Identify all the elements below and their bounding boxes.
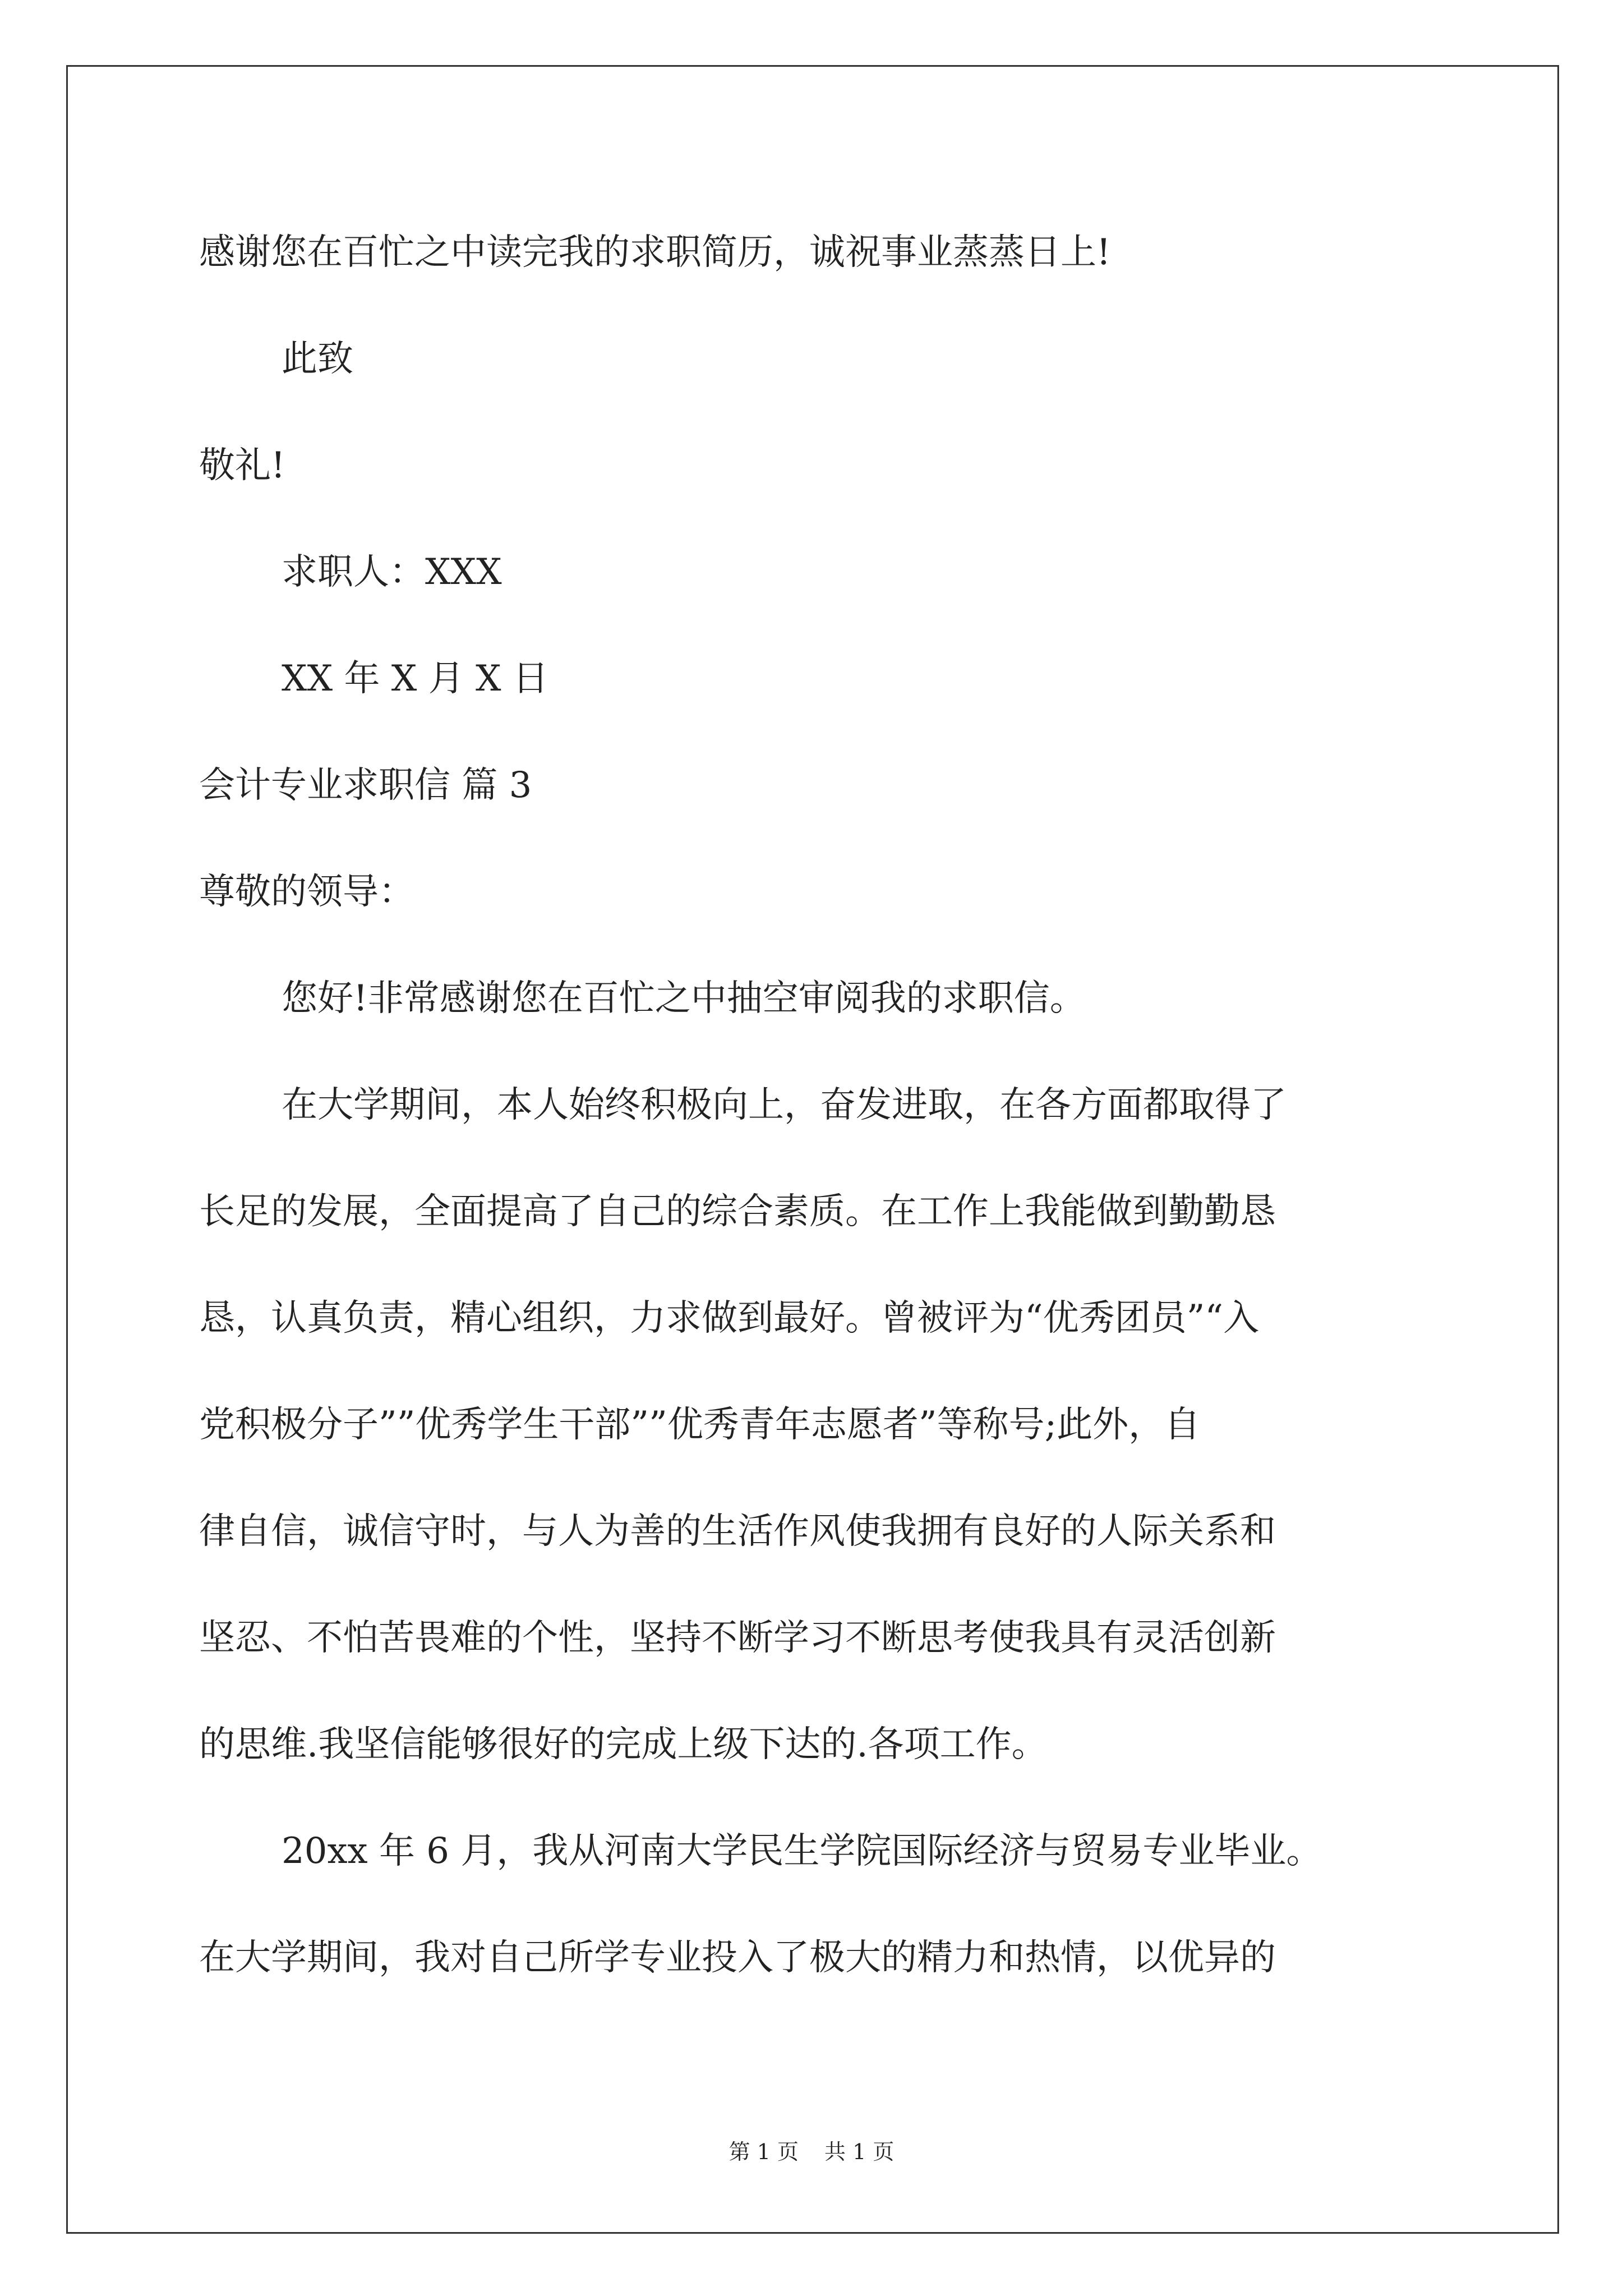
greeting: 尊敬的领导： bbox=[199, 871, 414, 913]
section-heading: 会计专业求职信 篇 3 bbox=[199, 765, 532, 806]
salutation-cizhi: 此致 bbox=[282, 338, 353, 380]
paragraph-line: 恳，认真负责，精心组织，力求做到最好。曾被评为“优秀团员”“入 bbox=[199, 1297, 1260, 1339]
paragraph-line: 您好!非常感谢您在百忙之中抽空审阅我的求职信。 bbox=[282, 978, 1086, 1019]
paragraph-line: 坚忍、不怕苦畏难的个性，坚持不断学习不断思考使我具有灵活创新 bbox=[199, 1617, 1276, 1659]
paragraph-line: 党积极分子””优秀学生干部””优秀青年志愿者”等称号;此外，自 bbox=[199, 1404, 1201, 1446]
letter-date: XX 年 X 月 X 日 bbox=[282, 658, 548, 700]
paragraph-line: 长足的发展，全面提高了自己的综合素质。在工作上我能做到勤勤恳 bbox=[199, 1191, 1276, 1232]
closing-line: 感谢您在百忙之中读完我的求职简历，诚祝事业蒸蒸日上! bbox=[199, 232, 1111, 273]
page-footer bbox=[0, 2134, 1623, 2165]
paragraph-line: 在大学期间，本人始终积极向上，奋发进取，在各方面都取得了 bbox=[282, 1084, 1287, 1126]
paragraph-line: 的思维.我坚信能够很好的完成上级下达的.各项工作。 bbox=[199, 1724, 1048, 1765]
page-number-current: 第 1 页 bbox=[728, 2139, 799, 2164]
salutation-jingli: 敬礼! bbox=[199, 445, 285, 486]
paragraph-line: 20xx 年 6 月，我从河南大学民生学院国际经济与贸易专业毕业。 bbox=[282, 1830, 1322, 1872]
paragraph-line: 律自信，诚信守时，与人为善的生活作风使我拥有良好的人际关系和 bbox=[199, 1511, 1276, 1552]
page-border bbox=[66, 65, 1559, 2234]
paragraph-line: 在大学期间，我对自己所学专业投入了极大的精力和热情，以优异的 bbox=[199, 1937, 1276, 1978]
page-number-total: 共 1 页 bbox=[824, 2139, 895, 2164]
applicant-name: 求职人：XXX bbox=[282, 551, 502, 593]
